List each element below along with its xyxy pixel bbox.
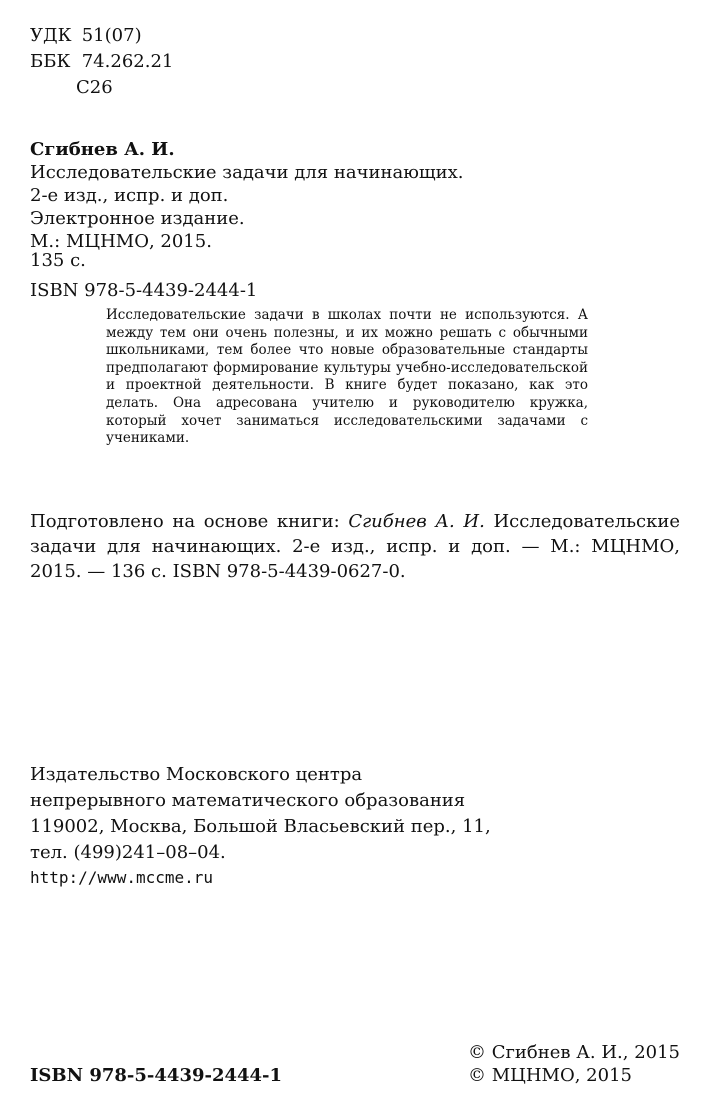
book-pages: 135 с. [30,250,86,271]
publisher-line1: Издательство Московского центра [30,764,363,785]
copyright-author: © Сгибнев А. И., 2015 [468,1042,681,1063]
udk-label: УДК [30,25,72,46]
publisher-address: 119002, Москва, Большой Власьевский пер., 11, [30,816,491,837]
bbk-label: ББК [30,51,71,72]
abstract: Исследовательские задачи в школах почти не используются. А между тем они очень полезны, и их можно решать с обычными школьниками, тем более что новые образовательные стандарты предполагают формирование культуры учебно-исследовательской и проектной деятельности. В книге будет показано, как это делать. Она адресована учителю и руководителю кружка, который хочет заниматься исследовательскими задачами с учениками. [106,307,588,447]
book-edition: 2-е изд., испр. и доп. [30,185,229,206]
basis-author: Сгибнев А. И. [348,511,485,532]
book-format: Электронное издание. [30,208,245,229]
basis-note [30,509,680,584]
author-mark: С26 [76,77,113,98]
udk-line [30,24,142,48]
publisher-phone: тел. (499)241–08–04. [30,842,226,863]
publisher-line2: непрерывного математического образования [30,790,466,811]
book-title: Исследовательские задачи для начинающих. [30,162,464,183]
bbk-value: 74.262.21 [81,51,174,72]
copyright-publisher: © МЦНМО, 2015 [468,1065,632,1086]
book-author: Сгибнев А. И. [30,139,175,160]
udk-value: 51(07) [81,25,142,46]
bbk-line [30,50,173,74]
basis-rest: Исследовательские задачи для начинающих. 2-е изд., испр. и доп. — М.: МЦНМО, 2015. — 136 с. ISBN 978-5-4439-0627-0. [30,511,681,582]
book-isbn: ISBN 978-5-4439-2444-1 [30,280,258,301]
publisher-url[interactable]: http://www.mccme.ru [30,868,214,887]
basis-prefix: Подготовлено на основе книги: [30,511,349,532]
book-imprint: М.: МЦНМО, 2015. [30,231,212,252]
footer-isbn: ISBN 978-5-4439-2444-1 [30,1065,283,1086]
